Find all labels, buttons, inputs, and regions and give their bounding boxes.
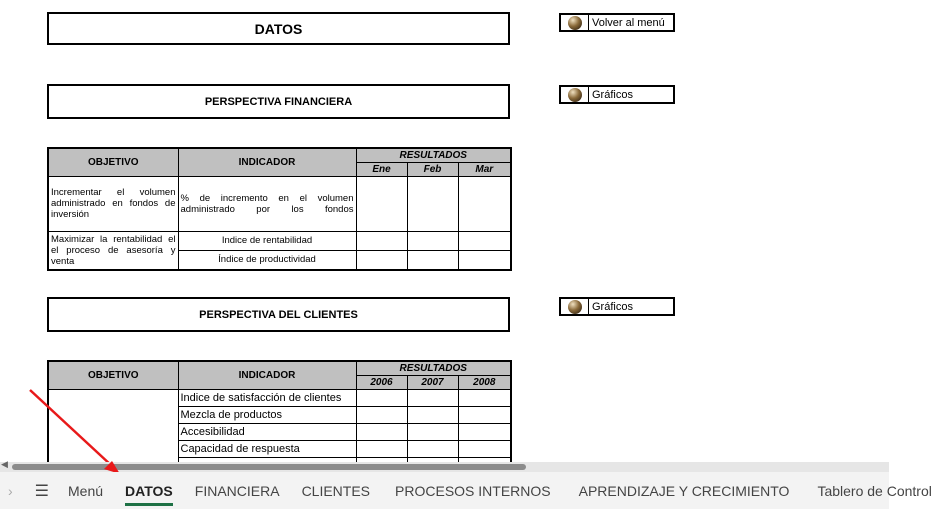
period-header: Feb xyxy=(407,162,458,176)
tab-datos[interactable]: DATOS xyxy=(114,472,184,509)
results-header: RESULTADOS xyxy=(356,148,511,162)
indicator-cell[interactable]: Indice de satisfacción de clientes xyxy=(178,389,356,406)
indicator-cell[interactable]: Índice de productividad xyxy=(178,250,356,270)
scroll-left-icon[interactable]: ◀ xyxy=(1,459,8,469)
sheet-title: DATOS xyxy=(47,12,510,45)
tab-clientes[interactable]: CLIENTES xyxy=(301,482,371,499)
objective-cell[interactable]: Incrementar el volumen administrado en fondos de inversión xyxy=(48,176,178,231)
period-header: Ene xyxy=(356,162,407,176)
period-header: 2008 xyxy=(458,375,511,389)
indicator-cell[interactable]: % de incremento en el volumen administrado por los fondos xyxy=(178,176,356,231)
chevron-right-icon[interactable]: › xyxy=(8,482,13,499)
indicator-header: INDICADOR xyxy=(178,148,356,176)
tab-aprendizaje[interactable]: APRENDIZAJE Y CRECIMIENTO xyxy=(578,482,790,499)
tab-menu[interactable]: Menú xyxy=(68,482,104,499)
results-header: RESULTADOS xyxy=(356,361,511,375)
tab-tablero-control[interactable]: Tablero de Control xyxy=(817,482,932,499)
clients-charts-button[interactable]: Gráficos xyxy=(559,297,675,316)
back-to-menu-button[interactable]: Volver al menú xyxy=(559,13,675,32)
indicator-cell[interactable]: Accesibilidad xyxy=(178,423,356,440)
period-header: 2006 xyxy=(356,375,407,389)
sheet-tab-bar xyxy=(0,472,932,509)
financial-charts-button[interactable]: Gráficos xyxy=(559,85,675,104)
hamburger-menu-icon[interactable]: ☰ xyxy=(34,482,50,500)
period-header: 2007 xyxy=(407,375,458,389)
tab-procesos-internos[interactable]: PROCESOS INTERNOS xyxy=(395,482,551,499)
period-header: Mar xyxy=(458,162,511,176)
indicator-cell[interactable]: Capacidad de respuesta xyxy=(178,440,356,457)
scrollbar-thumb[interactable] xyxy=(12,464,526,470)
objective-header: OBJETIVO xyxy=(48,361,178,389)
objective-cell[interactable]: Maximizar la rentabilidad el el proceso de asesoría y venta xyxy=(48,231,178,270)
objective-header: OBJETIVO xyxy=(48,148,178,176)
clients-section-title: PERSPECTIVA DEL CLIENTES xyxy=(47,297,510,332)
indicator-header: INDICADOR xyxy=(178,361,356,389)
indicator-cell[interactable]: Indice de rentabilidad xyxy=(178,231,356,250)
financial-section-title: PERSPECTIVA FINANCIERA xyxy=(47,84,510,119)
horizontal-scrollbar[interactable] xyxy=(0,459,889,472)
indicator-cell[interactable]: Mezcla de productos xyxy=(178,406,356,423)
tab-financiera[interactable]: FINANCIERA xyxy=(194,482,280,499)
